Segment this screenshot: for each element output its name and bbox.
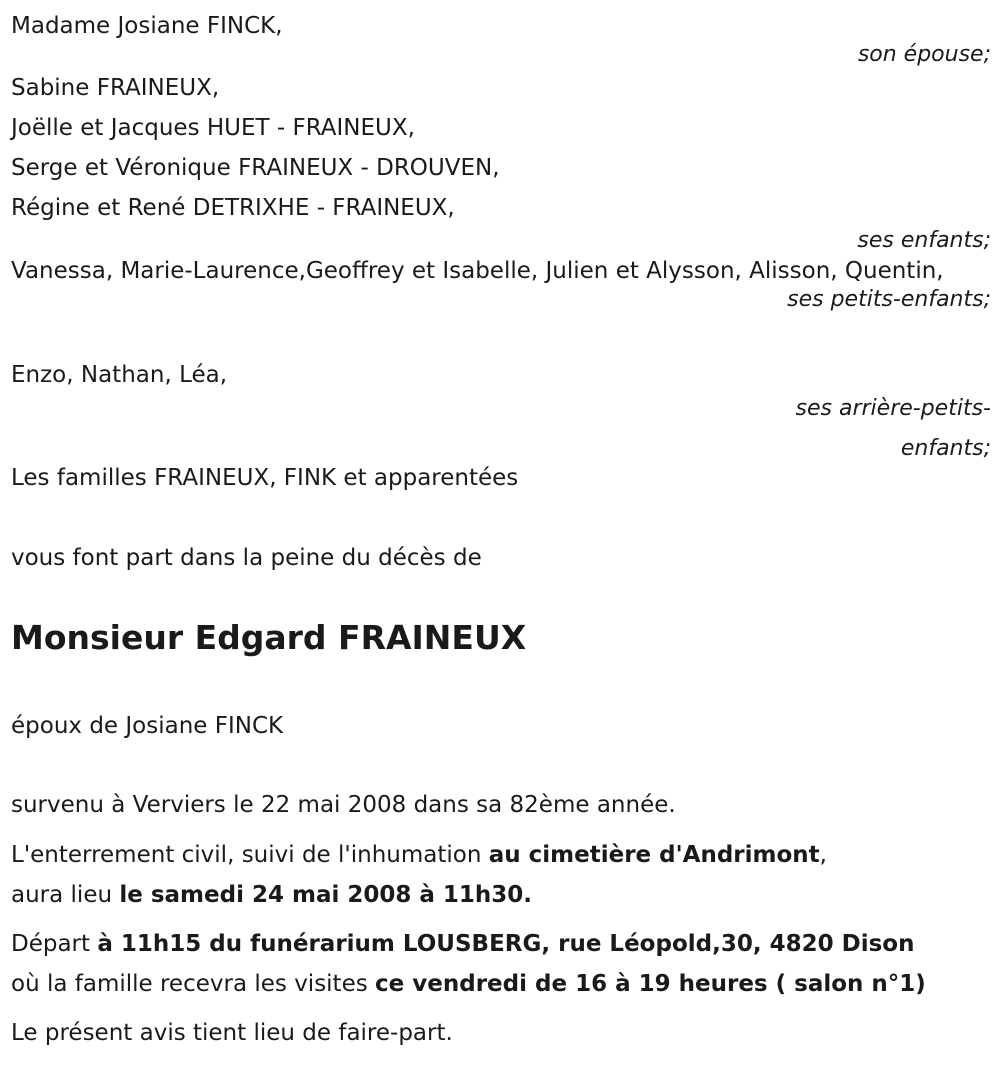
announcement-line: vous font part dans la peine du décès de [11, 545, 482, 571]
great-grandchildren-role: ses arrière-petits-enfants; [795, 396, 991, 461]
grandchildren-block [11, 251, 991, 315]
departure-details: à 11h15 du funérarium LOUSBERG, rue Léopold,30, 4820 Dison [97, 931, 915, 957]
grandchildren-names: Vanessa, Marie-Laurence,Geoffrey et Isabelle, Julien et Alysson, Alisson, Quentin, [11, 258, 944, 284]
child-name: Sabine FRAINEUX, [11, 75, 220, 101]
child-name: Serge et Véronique FRAINEUX - DROUVEN, [11, 155, 500, 181]
children-role: ses enfants; [857, 228, 991, 253]
death-details: survenu à Verviers le 22 mai 2008 dans sa 82ème année. [11, 792, 676, 818]
departure-block [11, 924, 991, 1004]
funeral-place: au cimetière d'Andrimont [488, 842, 820, 868]
closing-line: Le présent avis tient lieu de faire-part. [11, 1020, 453, 1046]
spouse-relation: époux de Josiane FINCK [11, 713, 284, 739]
spouse-block [11, 6, 991, 70]
funeral-block [11, 835, 991, 915]
visits-intro: où la famille recevra les visites [11, 971, 376, 997]
children-block [11, 68, 991, 256]
spouse-role: son épouse; [857, 42, 991, 67]
great-grandchildren-names: Enzo, Nathan, Léa, [11, 362, 228, 388]
deceased-name: Monsieur Edgard FRAINEUX [11, 618, 527, 657]
funeral-comma: , [819, 842, 827, 868]
visits-details: ce vendredi de 16 à 19 heures ( salon n°1) [375, 971, 926, 997]
departure-intro: Départ [11, 931, 98, 957]
funeral-date: le samedi 24 mai 2008 à 11h30. [119, 882, 533, 908]
great-grandchildren-block [11, 355, 991, 469]
funeral-intro: L'enterrement civil, suivi de l'inhumation [11, 842, 489, 868]
families-line: Les familles FRAINEUX, FINK et apparentées [11, 465, 519, 491]
funeral-date-intro: aura lieu [11, 882, 120, 908]
grandchildren-role: ses petits-enfants; [787, 287, 991, 312]
spouse-name: Madame Josiane FINCK, [11, 13, 283, 39]
child-name: Joëlle et Jacques HUET - FRAINEUX, [11, 115, 415, 141]
child-name: Régine et René DETRIXHE - FRAINEUX, [11, 195, 455, 221]
